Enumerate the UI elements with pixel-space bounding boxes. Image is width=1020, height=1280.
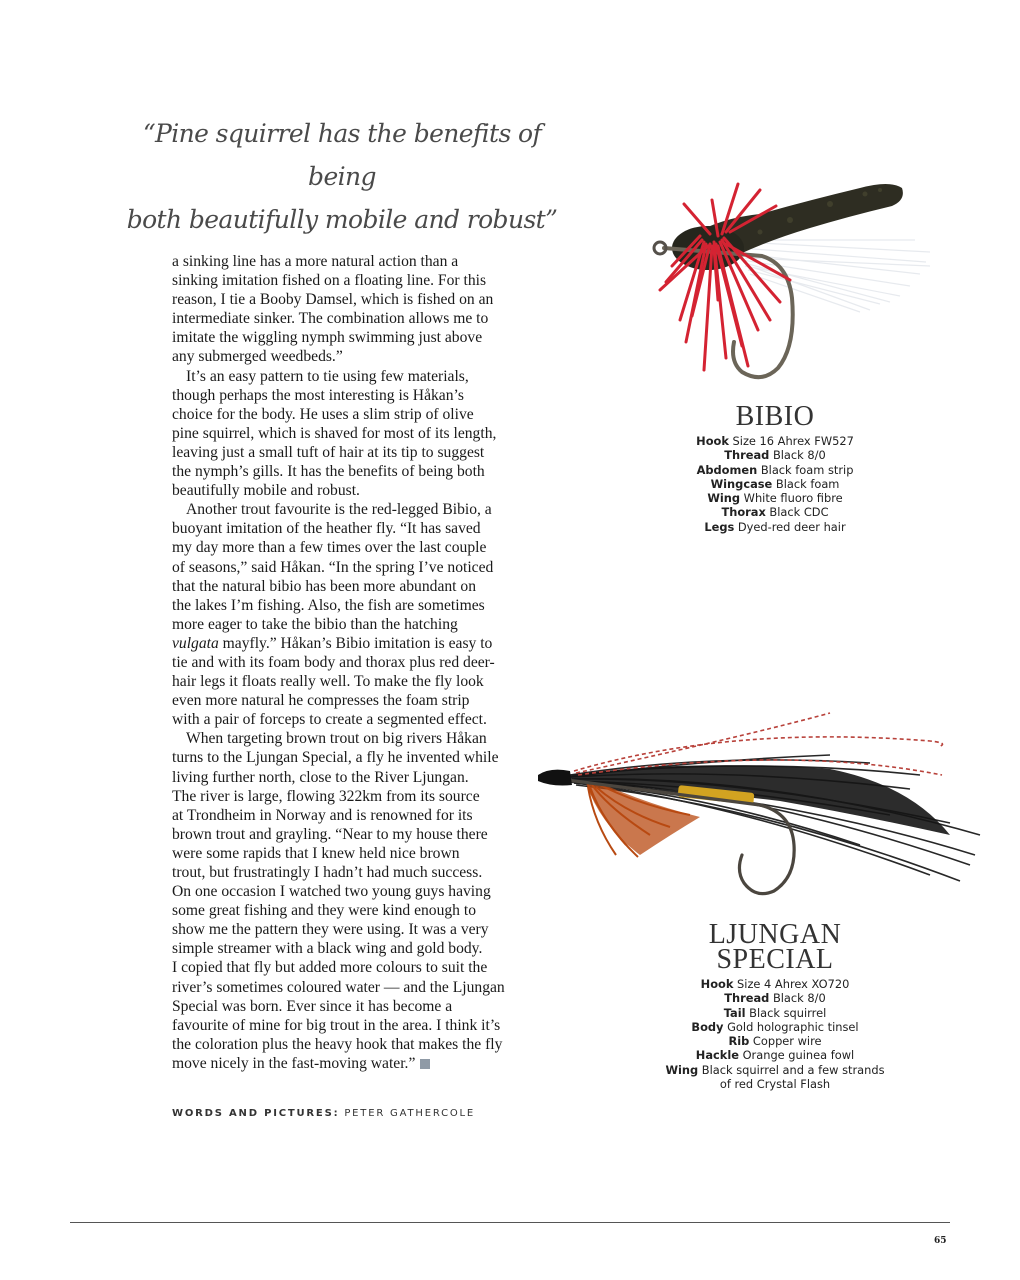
recipe-row [610, 1006, 940, 1020]
body-line: my day more than a few times over the last couple [172, 539, 487, 557]
body-line: reason, I tie a Booby Damsel, which is fished on an [172, 291, 494, 309]
body-line [172, 634, 536, 653]
recipe-row [610, 1020, 940, 1034]
recipe-value: Dyed-red deer hair [734, 519, 846, 534]
bibio-recipe [640, 434, 910, 534]
body-line: brown trout and grayling. “Near to my house there [172, 825, 488, 843]
body-line: any submerged weedbeds.” [172, 348, 343, 366]
body-line: beautifully mobile and robust. [172, 482, 360, 500]
recipe-label: Legs [704, 519, 735, 534]
body-line: pine squirrel, which is shaved for most of its length, [172, 424, 497, 442]
recipe-value: Black squirrel and a few strands [698, 1062, 885, 1077]
footer-rule [70, 1222, 950, 1223]
body-line: sinking imitation fished on a floating line. For this [172, 272, 487, 290]
recipe-label: Tail [723, 1005, 746, 1020]
recipe-row [610, 977, 940, 991]
ljungan-special-fly-image [530, 705, 990, 905]
body-line: more eager to take the bibio than the hatching [172, 615, 458, 633]
body-line: trout, but frustratingly I hadn’t had much success. [172, 864, 483, 881]
body-line: of seasons,” said Håkan. “In the spring I’ve noticed [172, 558, 494, 576]
recipe-label: Wing [665, 1062, 699, 1077]
recipe-value: of red Crystal Flash [719, 1077, 831, 1092]
ljungan-title-line-1: LJUNGAN [708, 919, 842, 950]
recipe-label: Wingcase [710, 476, 773, 491]
body-line-rest: mayfly.” Håkan’s Bibio imitation is easy to [218, 634, 493, 652]
recipe-row [610, 1063, 940, 1077]
recipe-row [610, 991, 940, 1005]
credit-line [172, 1108, 475, 1119]
bibio-title-text: BIBIO [735, 401, 815, 432]
recipe-label: Hook [700, 977, 734, 991]
recipe-label: Thread [724, 991, 770, 1006]
body-line: buoyant imitation of the heather fly. “It has saved [172, 520, 481, 538]
page-number: 65 [934, 1236, 947, 1246]
recipe-value: Orange guinea fowl [738, 1048, 855, 1063]
ljungan-title-line-2: SPECIAL [716, 944, 834, 975]
pull-quote-line-1: “Pine squirrel has the benefits of being [142, 119, 542, 191]
bibio-white-wing [740, 240, 930, 312]
recipe-label: Thorax [721, 505, 766, 520]
recipe-value: Black squirrel [745, 1005, 827, 1020]
recipe-value: Black foam [772, 476, 840, 491]
bibio-title [640, 401, 910, 432]
body-line: with a pair of forceps to create a segmented effect. [172, 711, 487, 729]
recipe-label: Hackle [695, 1048, 739, 1063]
recipe-label: Wing [707, 491, 741, 506]
recipe-value: Black CDC [765, 505, 829, 520]
body-line: tie and with its foam body and thorax plus red deer- [172, 653, 495, 671]
pull-quote-line-2: both beautifully mobile and robust” [126, 205, 558, 234]
body-line: simple streamer with a black wing and gold body. [172, 940, 483, 958]
recipe-row [640, 491, 910, 505]
recipe-row [610, 1077, 940, 1091]
ljungan-recipe [610, 977, 940, 1091]
recipe-value: Black foam strip [757, 462, 854, 477]
recipe-value: Copper wire [749, 1034, 822, 1049]
recipe-label: Rib [728, 1034, 750, 1049]
recipe-value: Gold holographic tinsel [723, 1019, 859, 1034]
recipe-label: Abdomen [696, 462, 758, 477]
article-body [172, 252, 536, 1073]
recipe-row [640, 477, 910, 491]
body-line: though perhaps the most interesting is Håkan’s [172, 386, 464, 404]
body-line: the coloration plus the heavy hook that makes the fly [172, 1035, 503, 1053]
recipe-row [610, 1034, 940, 1048]
recipe-value: Black 8/0 [769, 448, 826, 463]
body-line: that the natural bibio has been more abundant on [172, 577, 476, 595]
body-line: the lakes I’m fishing. Also, the fish are sometimes [172, 596, 485, 614]
recipe-row [610, 1048, 940, 1062]
recipe-value: Size 16 Ahrex FW527 [728, 434, 854, 448]
body-line [172, 1054, 536, 1073]
recipe-row [640, 463, 910, 477]
recipe-label: Body [691, 1019, 724, 1034]
ljungan-head [538, 770, 572, 786]
body-line: I copied that fly but added more colours to suit the [172, 959, 488, 977]
body-line: the nymph’s gills. It has the benefits of being both [172, 463, 485, 481]
recipe-row [640, 520, 910, 534]
recipe-row [640, 434, 910, 448]
body-line: The river is large, flowing 322km from its source [172, 787, 480, 805]
end-mark-icon [420, 1059, 430, 1069]
italic-word: vulgata [172, 634, 219, 652]
recipe-value: White fluoro fibre [740, 491, 843, 506]
body-line: leaving just a small tuft of hair at its tip to suggest [172, 443, 485, 461]
ljungan-title [640, 919, 910, 975]
body-line: a sinking line has a more natural action than a [172, 253, 459, 270]
body-line: living further north, close to the River Ljungan. [172, 768, 469, 786]
body-line: hair legs it floats really well. To make the fly look [172, 673, 484, 691]
body-line: were some rapids that I knew held nice brown [172, 844, 460, 862]
pull-quote [112, 112, 572, 241]
body-line: It’s an easy pattern to tie using few materials, [186, 367, 469, 385]
recipe-row [640, 448, 910, 462]
body-line: choice for the body. He uses a slim strip of olive [172, 405, 474, 423]
recipe-label: Thread [724, 448, 770, 463]
recipe-value: Size 4 Ahrex XO720 [733, 977, 850, 991]
recipe-row [640, 505, 910, 519]
recipe-label: Hook [696, 434, 729, 448]
body-line: On one occasion I watched two young guys having [172, 883, 491, 901]
body-line: When targeting brown trout on big rivers Håkan [186, 730, 487, 748]
bibio-fly-image [630, 170, 950, 390]
body-line: show me the pattern they were using. It was a very [172, 921, 489, 939]
recipe-value: Black 8/0 [769, 991, 826, 1006]
credit-label: WORDS AND PICTURES: [172, 1108, 340, 1119]
body-line: even more natural he compresses the foam strip [172, 692, 470, 710]
body-line: intermediate sinker. The combination allows me to [172, 310, 489, 328]
body-line: Special was born. Ever since it has become a [172, 997, 453, 1015]
body-line: turns to the Ljungan Special, a fly he invented while [172, 749, 499, 767]
body-line: imitate the wiggling nymph swimming just above [172, 329, 483, 347]
body-line: at Trondheim in Norway and is renowned for its [172, 806, 473, 824]
body-line: some great fishing and they were kind enough to [172, 902, 477, 920]
body-last-line: move nicely in the fast-moving water.” [172, 1054, 416, 1072]
body-line: favourite of mine for big trout in the area. I think it’s [172, 1016, 501, 1034]
body-line: river’s sometimes coloured water — and the Ljungan [172, 978, 505, 996]
credit-name: PETER GATHERCOLE [339, 1108, 476, 1119]
body-line: Another trout favourite is the red-legged Bibio, a [186, 501, 492, 519]
